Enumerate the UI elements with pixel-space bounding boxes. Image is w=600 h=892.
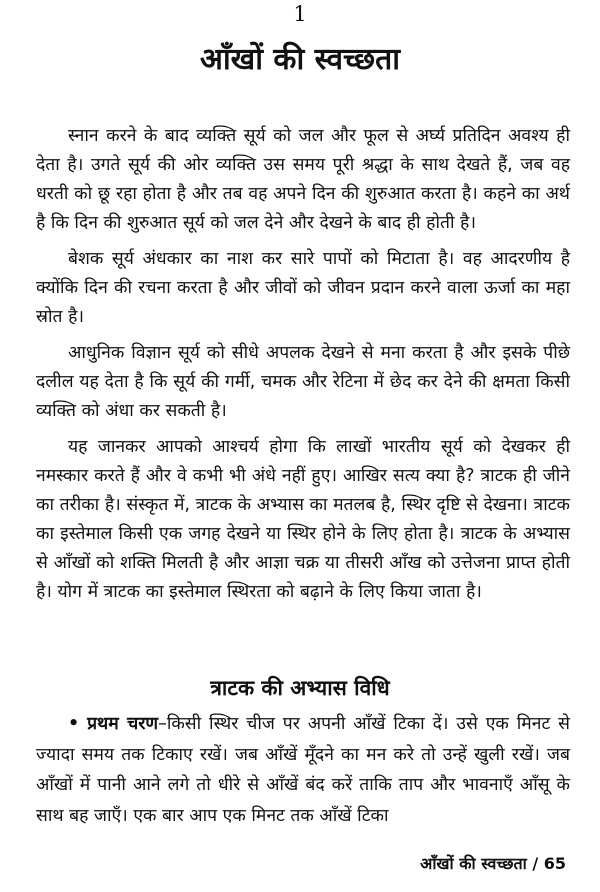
footer-separator: / [532, 854, 539, 873]
section-heading: त्राटक की अभ्यास विधि [210, 676, 390, 700]
running-title: आँखों की स्वच्छता [420, 854, 527, 873]
section-text [36, 709, 570, 831]
step-paragraph [36, 709, 570, 831]
paragraph: आधुनिक विज्ञान सूर्य को सीधे अपलक देखने से मना करता है और इसके पीछे दलील यह देता है कि सूर्य की गर्मी, चमक और रेटिना में छेद कर देने की क्षमता किसी व्यक्ति को अंधा कर सकती है। [36, 343, 570, 421]
bullet-icon: • [68, 714, 80, 734]
page-number: 65 [543, 854, 566, 873]
chapter-number: 1 [293, 2, 307, 26]
body-text [36, 122, 570, 614]
step-label: प्रथम चरण [87, 714, 159, 734]
paragraph: बेशक सूर्य अंधकार का नाश कर सारे पापों को मिटाता है। वह आदरणीय है क्योंकि दिन की रचना करता है और जीवों को जीवन प्रदान करने वाला ऊर्जा का महा स्रोत है। [36, 249, 570, 327]
page-footer [420, 853, 566, 875]
step-text: –किसी स्थिर चीज पर अपनी आँखें टिका दें। उसे एक मिनट से ज्यादा समय तक टिकाए रखें। जब आँखें मूँदने का मन करे तो उन्हें खुली रखें। जब आँखों में पानी आने लगे तो धीरे से आँखें बंद करें ताकि ताप और भावनाएँ आँसू के साथ बह जाएँ। एक बार आप एक मिनट तक आँखें टिका [36, 714, 570, 826]
paragraph: यह जानकर आपको आश्चर्य होगा कि लाखों भारतीय सूर्य को देखकर ही नमस्कार करते हैं और वे कभी भी अंधे नहीं हुए। आखिर सत्य क्या है? त्राटक ही जीने का तरीका है। संस्कृत में, त्राटक के अभ्यास का मतलब है, स्थिर दृष्टि से देखना। त्राटक का इस्तेमाल किसी एक जगह देखने या स्थिर होने के लिए होता है। त्राटक के अभ्यास से आँखों को शक्ति मिलती है और आज्ञा चक्र या तीसरी आँख को उत्तेजना प्राप्त होती है। योग में त्राटक का इस्तेमाल स्थिरता को बढ़ाने के लिए किया जाता है। [36, 437, 570, 602]
paragraph: स्नान करने के बाद व्यक्ति सूर्य को जल और फूल से अर्घ्य प्रतिदिन अवश्य ही देता है। उगते सूर्य की ओर व्यक्ति उस समय पूरी श्रद्धा के साथ देखते हैं, जब वह धरती को छू रहा होता है और तब वह अपने दिन की शुरुआत करता है। कहने का अर्थ है कि दिन की शुरुआत सूर्य को जल देने और देखने के बाद ही होती है। [36, 126, 570, 233]
chapter-title: आँखों की स्वच्छता [200, 42, 400, 77]
